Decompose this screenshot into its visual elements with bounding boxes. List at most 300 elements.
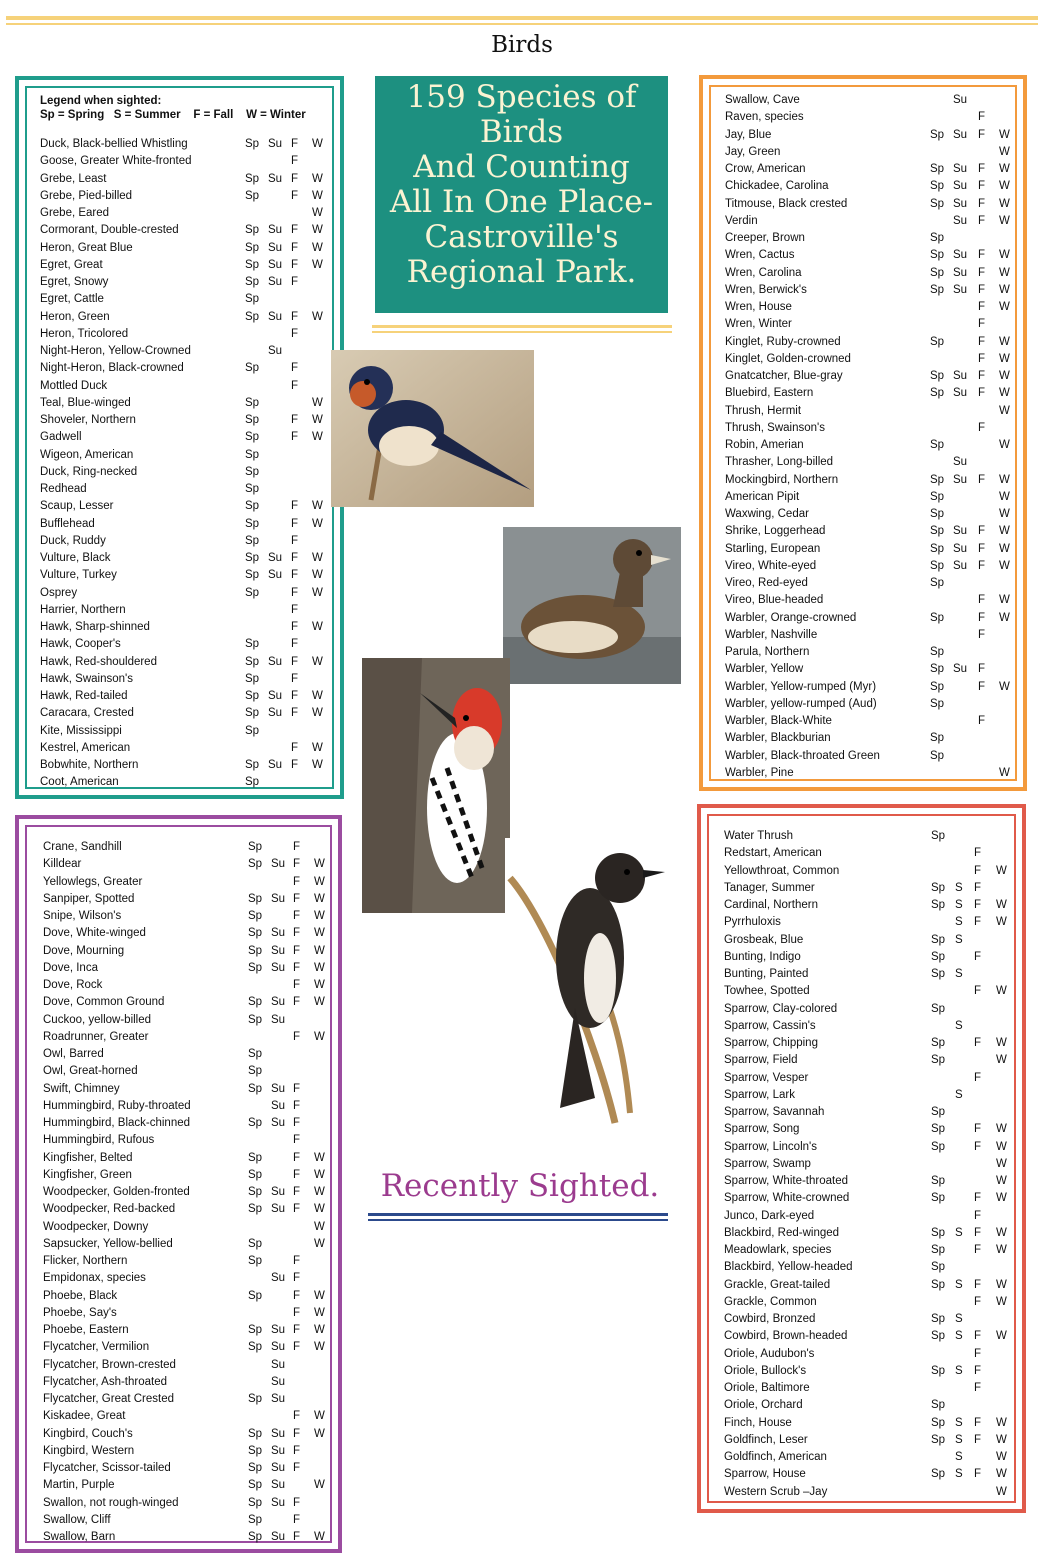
spring-mark: Sp	[248, 944, 263, 957]
fall-mark: F	[978, 301, 986, 313]
species-name: Sparrow, Song	[724, 1123, 800, 1136]
spring-mark: Sp	[248, 1255, 263, 1267]
species-name: Duck, Black-bellied Whistling	[40, 138, 188, 150]
species-name: Kingfisher, Belted	[43, 1151, 133, 1164]
species-name: Sparrow, White-throated	[724, 1175, 849, 1187]
spring-mark: Sp	[931, 1054, 946, 1067]
summer-mark: Su	[271, 858, 286, 871]
summer-mark: Su	[268, 258, 283, 271]
spring-mark: Sp	[245, 500, 260, 513]
fall-mark: F	[293, 1082, 301, 1095]
species-name: Waxwing, Cedar	[725, 508, 809, 520]
top-rule-thin	[6, 23, 1038, 25]
headline-line: Castroville's	[424, 219, 619, 255]
fall-mark: F	[978, 249, 986, 262]
spring-mark: Sp	[245, 569, 260, 582]
fall-mark: F	[293, 910, 301, 922]
spring-mark: Sp	[248, 927, 263, 940]
species-name: Tanager, Summer	[724, 881, 815, 894]
fall-mark: F	[293, 1272, 301, 1285]
fall-mark: F	[291, 327, 299, 340]
winter-mark: W	[314, 1324, 325, 1336]
fall-mark: F	[293, 961, 301, 974]
fall-mark: F	[974, 1244, 982, 1256]
summer-mark: S	[955, 933, 963, 946]
winter-mark: W	[314, 944, 325, 957]
species-name: Kite, Mississippi	[40, 724, 122, 737]
spring-mark: Sp	[248, 1013, 263, 1026]
fall-mark: F	[291, 586, 299, 599]
species-name: Creeper, Brown	[725, 232, 805, 244]
spring-mark: Sp	[931, 950, 946, 963]
species-name: Verdin	[725, 214, 758, 227]
fall-mark: F	[291, 310, 299, 323]
species-name: Egret, Cattle	[40, 293, 104, 306]
species-name: Starling, European	[725, 542, 821, 555]
winter-mark: W	[999, 163, 1010, 175]
species-name: Coot, American	[40, 776, 119, 789]
spring-mark: Sp	[245, 189, 260, 202]
summer-mark: S	[955, 1278, 963, 1291]
species-name: Swallow, Cliff	[43, 1513, 111, 1526]
species-name: Warbler, Pine	[725, 766, 794, 779]
fall-mark: F	[293, 1496, 301, 1509]
species-name: Jay, Blue	[725, 128, 772, 141]
species-name: Oriole, Orchard	[724, 1399, 803, 1412]
species-name: Mockingbird, Northern	[725, 473, 839, 486]
winter-mark: W	[996, 899, 1007, 911]
winter-mark: W	[996, 1485, 1007, 1498]
fall-mark: F	[974, 899, 982, 911]
fall-mark: F	[291, 138, 299, 150]
spring-mark: Sp	[930, 180, 945, 193]
species-name: Sparrow, Lark	[724, 1088, 795, 1101]
summer-mark: Su	[271, 1496, 286, 1509]
fall-mark: F	[974, 1192, 982, 1205]
spring-mark: Sp	[931, 1433, 946, 1446]
species-name: Hawk, Cooper's	[40, 638, 121, 651]
summer-mark: S	[955, 1226, 963, 1239]
fall-mark: F	[293, 1462, 301, 1474]
winter-mark: W	[314, 1531, 325, 1543]
swallow-photo	[331, 350, 534, 507]
fall-mark: F	[978, 387, 986, 400]
spring-mark: Sp	[931, 1175, 946, 1187]
winter-mark: W	[312, 517, 323, 530]
spring-mark: Sp	[931, 1278, 946, 1291]
winter-mark: W	[999, 266, 1010, 279]
spring-mark: Sp	[930, 266, 945, 279]
species-name: Oriole, Audubon's	[724, 1347, 815, 1360]
headline-line: Regional Park.	[406, 254, 637, 290]
species-name: Oriole, Bullock's	[724, 1364, 807, 1377]
species-name: Night-Heron, Black-crowned	[40, 362, 184, 375]
winter-mark: W	[312, 396, 323, 409]
species-name: Warbler, Blackburian	[725, 732, 831, 745]
summer-mark: Su	[268, 707, 283, 720]
spring-mark: Sp	[931, 1244, 946, 1256]
spring-mark: Sp	[930, 680, 945, 693]
fall-mark: F	[974, 1416, 982, 1429]
species-name: Heron, Green	[40, 310, 110, 323]
winter-mark: W	[314, 1237, 325, 1250]
species-name: Warbler, Yellow-rumped (Myr)	[725, 680, 877, 693]
spring-mark: Sp	[248, 1186, 263, 1198]
spring-mark: Sp	[931, 1140, 946, 1153]
spring-mark: Sp	[931, 933, 946, 946]
winter-mark: W	[314, 1220, 325, 1233]
fall-mark: F	[974, 1226, 982, 1239]
species-name: Raven, species	[725, 111, 804, 124]
species-panel-red	[697, 804, 1026, 1513]
species-name: Sparrow, Savannah	[724, 1106, 825, 1118]
fall-mark: F	[978, 594, 986, 607]
headline-line: Birds	[479, 114, 564, 150]
winter-mark: W	[312, 431, 323, 444]
spring-mark: Sp	[245, 724, 260, 737]
species-name: Egret, Snowy	[40, 276, 109, 288]
spring-mark: Sp	[931, 881, 946, 894]
summer-mark: Su	[271, 1117, 286, 1129]
winter-mark: W	[312, 500, 323, 513]
species-name: Wren, House	[725, 301, 792, 313]
legend-title: Legend when sighted:	[40, 95, 162, 107]
spring-mark: Sp	[248, 1479, 263, 1492]
fall-mark: F	[978, 318, 986, 331]
summer-mark: Su	[268, 569, 283, 582]
species-name: Hummingbird, Black-chinned	[43, 1117, 191, 1129]
fall-mark: F	[978, 370, 986, 382]
fall-mark: F	[291, 638, 299, 651]
fall-mark: F	[974, 864, 982, 877]
winter-mark: W	[312, 138, 323, 150]
fall-mark: F	[291, 741, 299, 754]
species-name: Kingfisher, Green	[43, 1168, 132, 1181]
fall-mark: F	[291, 362, 299, 375]
species-name: Vulture, Turkey	[40, 569, 117, 582]
summer-mark: S	[955, 1364, 963, 1377]
spring-mark: Sp	[245, 431, 260, 444]
recent-rule-thin	[368, 1219, 668, 1221]
spring-mark: Sp	[930, 646, 945, 658]
species-name: Vireo, Red-eyed	[725, 577, 808, 589]
winter-mark: W	[999, 525, 1010, 538]
spring-mark: Sp	[245, 534, 260, 547]
species-name: Cowbird, Brown-headed	[724, 1330, 848, 1343]
species-name: Bunting, Painted	[724, 968, 809, 980]
spring-mark: Sp	[248, 1082, 263, 1095]
spring-mark: Sp	[248, 1048, 263, 1060]
fall-mark: F	[978, 559, 986, 572]
winter-mark: W	[314, 1479, 325, 1492]
winter-mark: W	[312, 207, 323, 219]
fall-mark: F	[978, 628, 986, 641]
species-name: Grebe, Eared	[40, 207, 110, 219]
species-name: Western Scrub –Jay	[724, 1485, 828, 1498]
fall-mark: F	[291, 517, 299, 530]
summer-mark: S	[955, 1416, 963, 1429]
species-name: Kinglet, Golden-crowned	[725, 352, 851, 365]
summer-mark: Su	[953, 249, 968, 262]
winter-mark: W	[312, 690, 323, 702]
spring-mark: Sp	[248, 910, 263, 922]
headline-box	[375, 76, 668, 313]
summer-mark: Su	[268, 138, 283, 150]
species-name: Pyrrhuloxis	[724, 916, 781, 929]
fall-mark: F	[978, 163, 986, 175]
spring-mark: Sp	[248, 1065, 263, 1078]
summer-mark: Su	[268, 276, 283, 288]
species-name: Thrush, Swainson's	[725, 421, 825, 434]
summer-mark: Su	[953, 542, 968, 555]
winter-mark: W	[999, 249, 1010, 262]
winter-mark: W	[312, 707, 323, 720]
fall-mark: F	[293, 944, 301, 957]
species-name: Dove, White-winged	[43, 927, 146, 940]
spring-mark: Sp	[248, 1531, 263, 1543]
species-name: Robin, Amerian	[725, 439, 804, 451]
species-name: Night-Heron, Yellow-Crowned	[40, 345, 191, 357]
fall-mark: F	[978, 611, 986, 624]
spring-mark: Sp	[930, 697, 945, 710]
winter-mark: W	[314, 1168, 325, 1181]
species-name: Hummingbird, Ruby-throated	[43, 1099, 191, 1112]
spring-mark: Sp	[930, 508, 945, 520]
fall-mark: F	[293, 1341, 301, 1354]
summer-mark: S	[955, 1088, 963, 1101]
species-name: Warbler, Yellow	[725, 663, 804, 676]
fall-mark: F	[293, 927, 301, 940]
recently-sighted-heading: Recently Sighted.	[380, 1168, 660, 1204]
fall-mark: F	[291, 155, 299, 168]
species-name: Grosbeak, Blue	[724, 933, 804, 946]
winter-mark: W	[999, 404, 1010, 417]
species-name: Flycatcher, Vermilion	[43, 1341, 150, 1354]
species-name: Kingbird, Western	[43, 1444, 135, 1457]
summer-mark: Su	[953, 525, 968, 538]
fall-mark: F	[291, 431, 299, 444]
species-name: Warbler, yellow-rumped (Aud)	[725, 697, 877, 710]
species-name: Crow, American	[725, 163, 806, 175]
spring-mark: Sp	[248, 1393, 263, 1405]
species-name: Blackbird, Red-winged	[724, 1226, 840, 1239]
summer-mark: Su	[268, 552, 283, 564]
winter-mark: W	[312, 586, 323, 599]
page-title: Birds	[491, 32, 553, 58]
winter-mark: W	[999, 473, 1010, 486]
spring-mark: Sp	[930, 663, 945, 676]
species-name: Flycatcher, Great Crested	[43, 1393, 175, 1405]
fall-mark: F	[974, 1209, 982, 1222]
summer-mark: Su	[953, 663, 968, 676]
spring-mark: Sp	[248, 858, 263, 871]
summer-mark: Su	[271, 1341, 286, 1354]
species-name: Bobwhite, Northern	[40, 759, 139, 771]
winter-mark: W	[999, 197, 1010, 210]
species-name: Gadwell	[40, 431, 82, 444]
summer-mark: Su	[268, 690, 283, 702]
spring-mark: Sp	[931, 1106, 946, 1118]
fall-mark: F	[974, 916, 982, 929]
summer-mark: S	[955, 968, 963, 980]
winter-mark: W	[999, 559, 1010, 572]
spring-mark: Sp	[248, 1151, 263, 1164]
fall-mark: F	[974, 1468, 982, 1481]
species-name: Warbler, Orange-crowned	[725, 611, 857, 624]
spring-mark: Sp	[930, 387, 945, 400]
summer-mark: Su	[268, 172, 283, 185]
fall-mark: F	[293, 1324, 301, 1336]
summer-mark: Su	[271, 996, 286, 1009]
fall-mark: F	[978, 111, 986, 124]
species-name: Empidonax, species	[43, 1272, 146, 1285]
summer-mark: Su	[271, 1479, 286, 1492]
species-name: Chickadee, Carolina	[725, 180, 829, 193]
winter-mark: W	[996, 1433, 1007, 1446]
species-name: Oriole, Baltimore	[724, 1382, 810, 1394]
species-name: Jay, Green	[725, 145, 781, 158]
fall-mark: F	[291, 224, 299, 237]
species-name: Phoebe, Black	[43, 1289, 118, 1302]
species-name: Dove, Rock	[43, 979, 103, 991]
species-name: Heron, Tricolored	[40, 327, 129, 340]
winter-mark: W	[314, 996, 325, 1009]
species-name: Swallow, Cave	[725, 94, 800, 106]
summer-mark: S	[955, 881, 963, 894]
fall-mark: F	[978, 283, 986, 296]
summer-mark: Su	[268, 759, 283, 771]
species-name: Grackle, Common	[724, 1295, 817, 1308]
species-name: Dove, Mourning	[43, 944, 125, 957]
summer-mark: Su	[953, 214, 968, 227]
summer-mark: Su	[271, 1393, 286, 1405]
woodpecker-photo	[362, 658, 510, 913]
winter-mark: W	[999, 335, 1010, 348]
species-name: Cormorant, Double-crested	[40, 224, 179, 237]
summer-mark: Su	[271, 1375, 286, 1388]
spring-mark: Sp	[930, 577, 945, 589]
fall-mark: F	[293, 875, 301, 888]
spring-mark: Sp	[245, 414, 260, 426]
winter-mark: W	[312, 414, 323, 426]
species-name: Meadowlark, species	[724, 1244, 832, 1256]
species-name: Hawk, Swainson's	[40, 672, 133, 685]
species-name: Sparrow, Clay-colored	[724, 1002, 838, 1015]
winter-mark: W	[996, 1157, 1007, 1170]
species-name: Egret, Great	[40, 258, 103, 271]
species-name: Gnatcatcher, Blue-gray	[725, 370, 843, 382]
spring-mark: Sp	[245, 448, 260, 461]
fall-mark: F	[293, 1306, 301, 1319]
summer-mark: Su	[271, 1099, 286, 1112]
spring-mark: Sp	[930, 128, 945, 141]
winter-mark: W	[996, 985, 1007, 998]
species-name: Warbler, Black-White	[725, 715, 832, 727]
fall-mark: F	[293, 1513, 301, 1526]
species-name: Titmouse, Black crested	[725, 197, 848, 210]
headline-line: And Counting	[413, 149, 630, 185]
fall-mark: F	[291, 241, 299, 254]
winter-mark: W	[312, 655, 323, 668]
spring-mark: Sp	[245, 172, 260, 185]
species-name: Grebe, Least	[40, 172, 107, 185]
winter-mark: W	[314, 1427, 325, 1440]
species-name: Sapsucker, Yellow-bellied	[43, 1237, 173, 1250]
spring-mark: Sp	[245, 310, 260, 323]
winter-mark: W	[999, 387, 1010, 400]
spring-mark: Sp	[931, 1261, 946, 1274]
species-name: Flycatcher, Brown-crested	[43, 1358, 176, 1371]
spring-mark: Sp	[930, 197, 945, 210]
species-name: Swallow, Barn	[43, 1531, 116, 1543]
spring-mark: Sp	[248, 1462, 263, 1474]
fall-mark: F	[293, 1168, 301, 1181]
species-name: Cardinal, Northern	[724, 899, 818, 911]
species-name: Vulture, Black	[40, 552, 111, 564]
spring-mark: Sp	[930, 559, 945, 572]
winter-mark: W	[314, 875, 325, 888]
summer-mark: Su	[271, 892, 286, 905]
winter-mark: W	[996, 1278, 1007, 1291]
headline-rule	[372, 325, 672, 328]
species-name: Wren, Carolina	[725, 266, 802, 279]
winter-mark: W	[999, 370, 1010, 382]
summer-mark: Su	[953, 163, 968, 175]
fall-mark: F	[291, 655, 299, 668]
species-name: Kiskadee, Great	[43, 1410, 126, 1423]
species-name: Bunting, Indigo	[724, 950, 801, 963]
spring-mark: Sp	[248, 961, 263, 974]
spring-mark: Sp	[245, 776, 260, 789]
fall-mark: F	[291, 534, 299, 547]
spring-mark: Sp	[248, 1513, 263, 1526]
winter-mark: W	[312, 310, 323, 323]
headline-text	[375, 80, 668, 290]
summer-mark: Su	[268, 224, 283, 237]
winter-mark: W	[996, 1037, 1007, 1049]
species-name: Flycatcher, Scissor-tailed	[43, 1462, 171, 1474]
species-name: Snipe, Wilson's	[43, 910, 122, 922]
spring-mark: Sp	[245, 224, 260, 237]
spring-mark: Sp	[248, 1117, 263, 1129]
fall-mark: F	[291, 379, 299, 392]
fall-mark: F	[978, 197, 986, 210]
species-name: Redhead	[40, 483, 87, 495]
spring-mark: Sp	[245, 690, 260, 702]
species-name: Sparrow, Lincoln's	[724, 1140, 817, 1153]
winter-mark: W	[312, 241, 323, 254]
winter-mark: W	[312, 621, 323, 633]
winter-mark: W	[996, 1123, 1007, 1136]
summer-mark: Su	[271, 1013, 286, 1026]
species-name: Thrush, Hermit	[725, 404, 802, 417]
spring-mark: Sp	[248, 1203, 263, 1216]
winter-mark: W	[314, 1289, 325, 1302]
fall-mark: F	[293, 1410, 301, 1423]
winter-mark: W	[312, 552, 323, 564]
summer-mark: Su	[953, 559, 968, 572]
summer-mark: Su	[953, 387, 968, 400]
summer-mark: Su	[953, 456, 968, 469]
winter-mark: W	[999, 128, 1010, 141]
phoebe-photo	[505, 838, 675, 1128]
species-name: Phoebe, Eastern	[43, 1324, 129, 1336]
species-name: Kestrel, American	[40, 741, 131, 754]
fall-mark: F	[291, 603, 299, 616]
spring-mark: Sp	[248, 841, 263, 853]
winter-mark: W	[314, 1410, 325, 1423]
spring-mark: Sp	[931, 1416, 946, 1429]
